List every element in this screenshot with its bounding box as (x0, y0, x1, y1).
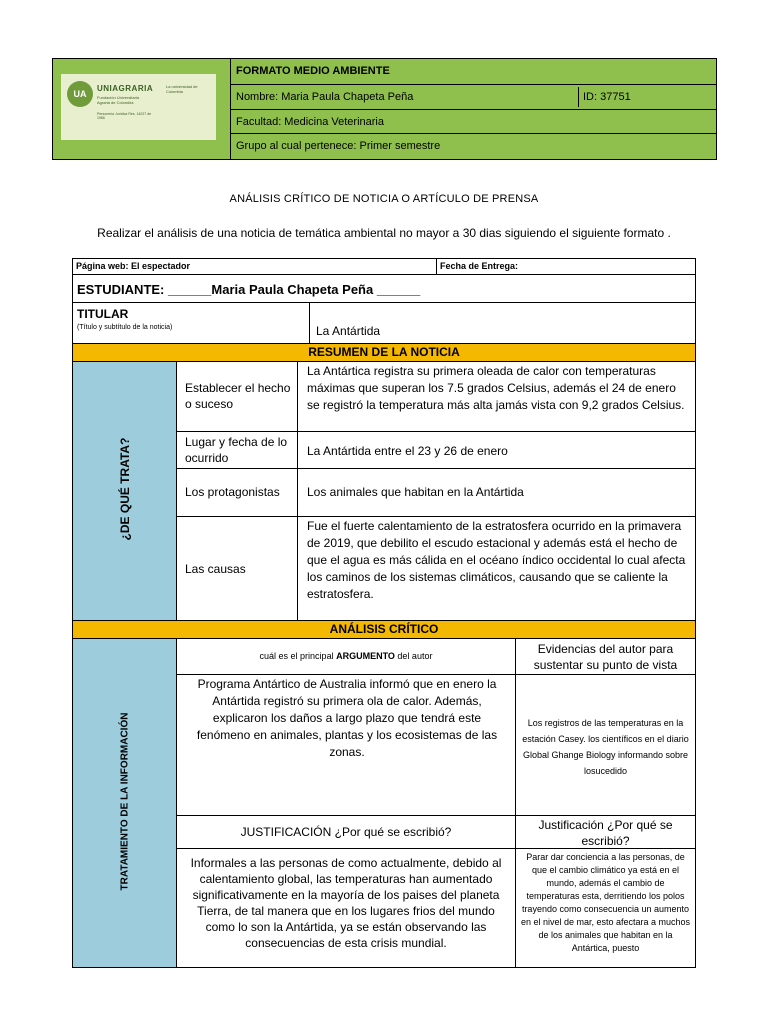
logo-subtitle: Fundación Universitaria Agraria de Colombia (97, 95, 140, 105)
logo-emblem-icon: UA (67, 81, 93, 107)
argumento-header (176, 638, 516, 675)
tratamiento-label: TRATAMIENTO DE LA INFORMACIÓN (119, 712, 131, 891)
facultad-field: Facultad: Medicina Veterinaria (231, 110, 716, 134)
logo (61, 74, 216, 140)
justificacion-text-2: Parar dar conciencia a las personas, de que el cambio climático ya está en el mundo, además el cambio de temperaturas esta, derritiendo los polos trayendo como consecuencia un aumento en el nivel de mar, esto afectara a muchos de los animales que habitan en la Antártica, puesto (515, 848, 696, 968)
hecho-label: Establecer el hecho o suceso (176, 361, 298, 432)
nombre-field: Nombre: Maria Paula Chapeta Peña (231, 85, 716, 110)
argumento-bold: ARGUMENTO (336, 651, 395, 661)
causas-label: Las causas (176, 516, 298, 621)
pagina-web-cell: Página web: El espectador (72, 258, 437, 275)
id-field: ID: 37751 (583, 91, 631, 103)
format-title: FORMATO MEDIO AMBIENTE (231, 59, 716, 85)
titular-value-cell: La Antártida (309, 302, 696, 344)
lugar-label: Lugar y fecha de lo ocurrido (176, 431, 298, 469)
protagonistas-label: Los protagonistas (176, 468, 298, 517)
tratamiento-cell (72, 638, 177, 968)
fecha-entrega-cell: Fecha de Entrega: (436, 258, 696, 275)
evidencias-header: Evidencias del autor para sustentar su punto de vista (515, 638, 696, 675)
titular-label-cell (72, 302, 310, 344)
logo-cell (53, 59, 231, 159)
resumen-header: RESUMEN DE LA NOTICIA (72, 343, 696, 362)
logo-side-text: La universidad de Colombia (166, 84, 198, 94)
argumento-pre: cuál es el principal (259, 651, 337, 661)
id-divider (578, 87, 579, 107)
lugar-value: La Antártida entre el 23 y 26 de enero (297, 431, 696, 469)
argumento-post: del autor (394, 651, 433, 661)
header-table (52, 58, 717, 160)
evidencias-text: Los registros de las temperaturas en la estación Casey. los científicos en el diario Global Ghange Biology informando sobre losucedido (515, 674, 696, 816)
justificacion-text: Informales a las personas de como actualmente, debido al calentamiento global, las temperaturas han aumentado significativamente en la mayoría de los paises del planeta Tierra, de tal manera que en los lugares frios del mundo como lo son la Antártida, ya se están observando las consecuencias de esta crisis mundial. (176, 848, 516, 968)
protagonistas-value: Los animales que habitan en la Antártida (297, 468, 696, 517)
argumento-text: Programa Antártico de Australia informó que en enero la Antártida registró su primera ola de calor. Además, explicaron los daños a largo plazo que tendrá este fenómeno en animales, plantas y los ecosistemas de las zonas. (176, 674, 516, 816)
titular-subtitle: (Título y subtítulo de la noticia) (77, 324, 173, 331)
logo-legal-text: Personería Jurídica Res. 14027 de 1986 (97, 112, 152, 120)
grupo-field: Grupo al cual pertenece: Primer semestre (236, 140, 441, 152)
que-trata-cell (72, 361, 177, 621)
page-title: ANÁLISIS CRÍTICO DE NOTICIA O ARTÍCULO DE PRENSA (229, 193, 539, 205)
logo-name: UNIAGRARIA (97, 84, 154, 93)
justificacion-header-2: Justificación ¿Por qué se escribió? (515, 815, 696, 849)
que-trata-label: ¿DE QUÉ TRATA? (118, 437, 132, 541)
justificacion-header: JUSTIFICACIÓN ¿Por qué se escribió? (176, 815, 516, 849)
estudiante-cell: ESTUDIANTE: ______Maria Paula Chapeta Peña ______ (72, 274, 696, 303)
analisis-header: ANÁLISIS CRÍTICO (72, 620, 696, 639)
titular-label: TITULAR (77, 307, 129, 321)
instruction-text: Realizar el análisis de una noticia de temática ambiental no mayor a 30 dias siguiendo el siguiente formato . (97, 226, 671, 240)
causas-value: Fue el fuerte calentamiento de la estratosfera ocurrido en la primavera de 2019, que debilito el escudo estacional y además está el hecho de que el agua es más cálida en el océano índico occidental lo cual afecta los caminos de los sistemas climáticos, causando que se caliente la estratosfera. (297, 516, 696, 621)
hecho-value: La Antártica registra su primera oleada de calor con temperaturas máximas que superan los 7.5 grados Celsius, además el 24 de enero se registró la temperatura más alta jamás vista con 9,2 grados Celsius. (297, 361, 696, 432)
